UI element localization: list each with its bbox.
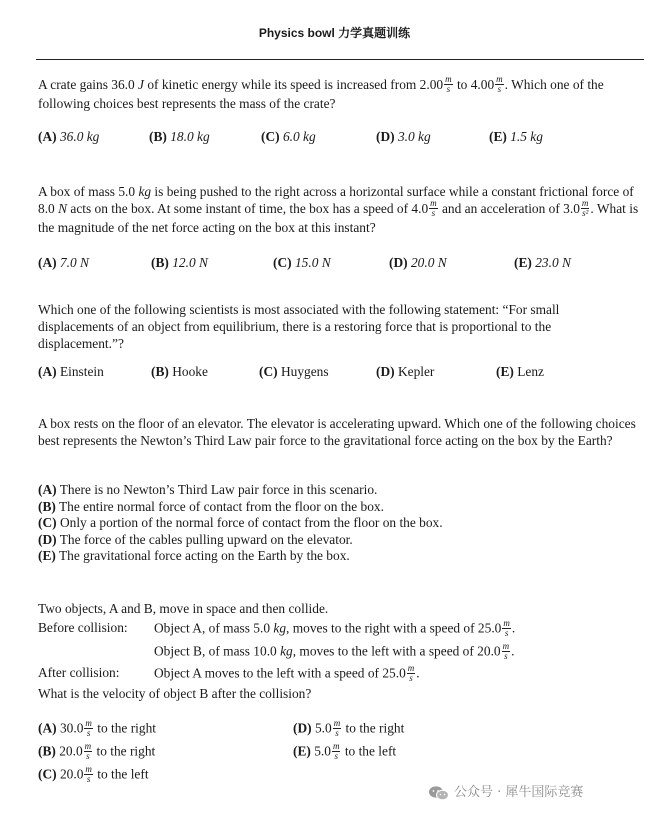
option-e: (E) 5.0 $\frac{m}{s}$ to the left	[293, 741, 397, 761]
header-rule	[36, 59, 644, 60]
question-2-options	[38, 255, 644, 273]
question-1-options	[38, 129, 644, 147]
before-collision-object-a: Object A, of mass 5.0 kg, moves to the right with a speed of 25.0 $\frac{m}{s}$ .	[154, 618, 516, 638]
option-c: (C) 15.0 N	[273, 255, 331, 270]
fraction-m-per-s2: $\frac{m}{\text{s²}}$	[581, 198, 589, 219]
question-2	[38, 183, 644, 236]
after-collision-object-a: Object A moves to the left with a speed of 25.0 $\frac{m}{s}$ .	[154, 663, 420, 683]
question-4-text: A box rests on the floor of an elevator. The elevator is accelerating upward. Which one of the following choices best represents the Newton’s Third Law pair force to the gravitational force acting on the box by the Earth?	[38, 416, 636, 448]
option-a: (A) 36.0 kg	[38, 129, 100, 144]
question-3-options	[38, 364, 644, 382]
before-collision-object-b: Object B, of mass 10.0 kg, moves to the left with a speed of 20.0 $\frac{m}{s}$ .	[154, 641, 515, 661]
option-c: (C) 20.0 $\frac{m}{s}$ to the left	[38, 764, 149, 784]
fraction-m-per-s: $\frac{m}{s}$	[430, 198, 437, 219]
option-e: (E) 1.5 kg	[489, 129, 543, 144]
question-3	[38, 301, 598, 352]
fraction-m-per-s: $\frac{m}{s}$	[407, 663, 415, 683]
option-b: (B) 20.0 $\frac{m}{s}$ to the right	[38, 741, 156, 761]
option-d: (D) 3.0 kg	[376, 129, 431, 144]
wechat-icon	[428, 785, 450, 801]
fraction-m-per-s: $\frac{m}{s}$	[503, 618, 510, 638]
option-d: (D) The force of the cables pulling upward on the elevator.	[38, 531, 353, 547]
option-d: (D) 5.0 $\frac{m}{s}$ to the right	[293, 718, 405, 738]
question-4-options	[38, 482, 644, 565]
option-a: (A) 30.0 $\frac{m}{s}$ to the right	[38, 718, 156, 738]
question-3-text: Which one of the following scientists is most associated with the following statement: “For small displacements of an object from equilibrium, there is a restoring force that is proportional to the displacement.”?	[38, 302, 560, 351]
option-c: (C) Huygens	[259, 364, 329, 379]
question-2-text: A box of mass 5.0 kg is being pushed to the right across a horizontal surface while a constant frictional force of 8.0 N acts on the box. At some instant of time, the box has a speed of 4.0 $\frac{m}{s}$ and an acceleration of 3.0 $\frac{m}{\text{s²}}$ . What is the magnitude of the net force acting on the box at this instant?	[38, 184, 639, 236]
option-e: (E) Lenz	[496, 364, 544, 379]
before-collision-label: Before collision:	[38, 620, 128, 635]
option-b: (B) The entire normal force of contact from the floor on the box.	[38, 498, 384, 514]
fraction-m-per-s: $\frac{m}{s}$	[496, 74, 503, 95]
option-e: (E) The gravitational force acting on the Earth by the box.	[38, 548, 350, 564]
option-c: (C) 6.0 kg	[261, 129, 316, 144]
watermark	[428, 781, 583, 801]
option-e: (E) 23.0 N	[514, 255, 571, 270]
option-a: (A) 7.0 N	[38, 255, 89, 270]
option-a: (A) Einstein	[38, 364, 104, 379]
question-5-intro: Two objects, A and B, move in space and then collide.	[38, 601, 329, 616]
fraction-m-per-s: $\frac{m}{s}$	[332, 741, 340, 761]
fraction-m-per-s: $\frac{m}{s}$	[85, 764, 92, 784]
option-b: (B) Hooke	[151, 364, 208, 379]
option-a: (A) There is no Newton’s Third Law pair force in this scenario.	[38, 482, 378, 497]
fraction-m-per-s: $\frac{m}{s}$	[445, 74, 452, 95]
option-d: (D) Kepler	[376, 364, 435, 379]
watermark-text: 公众号 · 犀牛国际竞赛	[454, 785, 584, 800]
fraction-m-per-s: $\frac{m}{s}$	[85, 718, 92, 738]
option-d: (D) 20.0 N	[389, 255, 447, 270]
page-header-title: Physics bowl 力学真题训练	[258, 26, 411, 40]
option-b: (B) 12.0 N	[151, 255, 208, 270]
option-c: (C) Only a portion of the normal force of contact from the floor on the box.	[38, 515, 443, 531]
question-4	[38, 415, 644, 449]
after-collision-label: After collision:	[38, 665, 120, 680]
fraction-m-per-s: $\frac{m}{s}$	[84, 741, 92, 761]
question-1-text: A crate gains 36.0 J of kinetic energy while its speed is increased from 2.00 $\frac{m}{s}$ to 4.00 $\frac{m}{s}$ . Which one of the following choices best represents the mass of the crate?	[38, 74, 604, 112]
option-b: (B) 18.0 kg	[149, 129, 210, 144]
question-5-question: What is the velocity of object B after the collision?	[38, 686, 312, 701]
fraction-m-per-s: $\frac{m}{s}$	[502, 641, 510, 661]
fraction-m-per-s: $\frac{m}{s}$	[333, 718, 341, 738]
question-1	[38, 76, 644, 112]
